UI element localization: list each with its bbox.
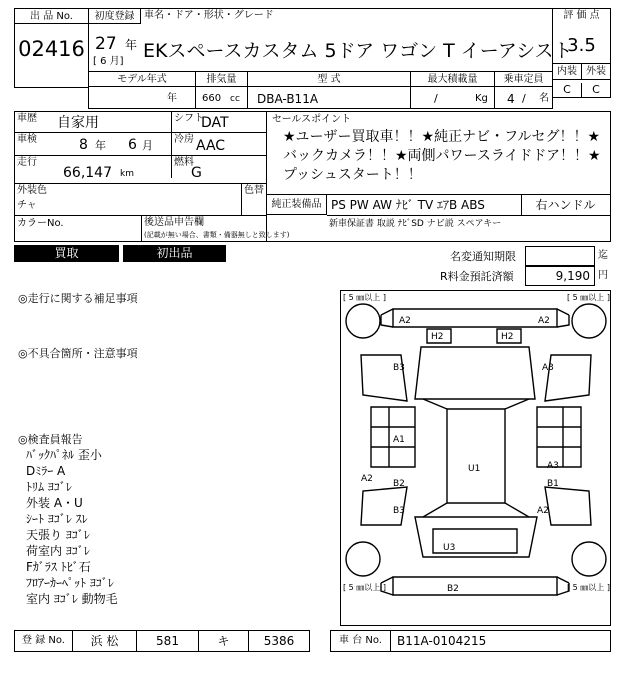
first-reg-label: 初度登録 xyxy=(89,9,141,24)
exterior-label: 外装 xyxy=(582,64,610,80)
chassis-value: B11A-0104215 xyxy=(397,634,487,648)
mark-door-rear-right: A3 xyxy=(547,461,559,471)
max-load-label: 最大積載量 xyxy=(411,72,495,87)
details-grid xyxy=(14,111,290,242)
sales-point-box xyxy=(266,111,611,195)
first-reg-month: [ 6 月] xyxy=(93,56,124,67)
sales-point-text: ★ユーザー買取車！！★純正ナビ・フルセグ！！★バックカメラ！！★両側パワースライドドア！！★プッシュスタート！！ xyxy=(283,129,601,183)
notice-label: 名変通知期限 xyxy=(450,250,516,263)
first-reg-year-unit: 年 xyxy=(125,38,138,52)
recycle-fee-unit: 円 xyxy=(598,270,608,281)
mark-front-fender-right: A3 xyxy=(542,363,554,373)
mark-rear-bumper: B2 xyxy=(447,584,459,594)
inspection-month: 6 xyxy=(128,137,137,153)
displacement-label: 排気量 xyxy=(196,72,248,87)
mileage-unit: km xyxy=(120,169,134,179)
chassis-box xyxy=(330,630,611,652)
capacity-value: 4 xyxy=(507,92,515,106)
interior-grade: C xyxy=(553,83,582,97)
tyre-labels xyxy=(343,292,610,592)
inspector-label: ◎検査員報告 xyxy=(18,433,83,446)
type-value: DBA-B11A xyxy=(257,92,319,106)
history-value: 自家用 xyxy=(57,115,99,131)
tyre-label-fr: [ 5 ㎜以上 ] xyxy=(567,293,610,302)
ac-label: 冷房 xyxy=(174,134,194,145)
notice-unit: 迄 xyxy=(598,250,608,261)
equipment-value: PS PW AW ﾅﾋﾞ TV ｴｱB ABS xyxy=(331,198,485,212)
interior-label: 内装 xyxy=(553,64,582,80)
inspection-year: 8 xyxy=(79,137,88,153)
mark-side-left: A2 xyxy=(361,474,373,484)
model-year-unit: 年 xyxy=(167,93,177,104)
shift-label: シフト xyxy=(174,113,204,124)
car-diagram xyxy=(340,290,611,626)
report-line: 外装 A・U xyxy=(26,496,83,510)
equipment-label: 純正装備品 xyxy=(267,195,327,215)
inspection-month-unit: 月 xyxy=(142,139,153,152)
score-value: 3.5 xyxy=(567,35,596,56)
displacement-value: 660 xyxy=(202,93,222,104)
score-box xyxy=(552,8,611,64)
registration-place: 浜 松 xyxy=(73,631,137,651)
mark-roof: U1 xyxy=(468,464,481,474)
registration-class: 581 xyxy=(137,631,199,651)
registration-box xyxy=(14,630,310,652)
max-load-unit: Kg xyxy=(475,93,488,104)
history-label: 車歴 xyxy=(17,113,37,124)
car-name-label: 車名・ドア・形状・グレード xyxy=(144,10,274,21)
color-change-label: 色替 xyxy=(244,185,264,196)
inspection-year-unit: 年 xyxy=(95,139,106,152)
score-label: 評 価 点 xyxy=(563,10,600,21)
warranty-text: 新車保証書 取説 ﾅﾋﾞSD ナビ説 スペアキー xyxy=(329,219,502,229)
first-listing-button[interactable]: 初出品 xyxy=(123,245,226,262)
report-line: ﾄﾘﾑ ﾖｺﾞﾚ xyxy=(26,480,72,494)
inspector-report xyxy=(26,446,118,606)
tyre-label-fl: [ 5 ㎜以上 ] xyxy=(343,293,386,302)
mark-door-rear-left: B2 xyxy=(393,479,405,489)
report-line: 荷室内 ﾖｺﾞﾚ xyxy=(26,544,90,558)
max-load-value: / xyxy=(434,92,438,105)
recycle-fee-value: 9,190 xyxy=(525,266,595,286)
equipment-box xyxy=(266,194,611,242)
registration-label: 登 録 No. xyxy=(15,631,73,651)
mileage-value: 66,147 xyxy=(63,165,112,181)
defect-label: ◎不具合箇所・注意事項 xyxy=(18,347,138,360)
ext-color-label: 外装色 xyxy=(17,185,47,196)
color-no-label: カラーNo. xyxy=(17,218,64,229)
exterior-grade: C xyxy=(592,83,600,96)
mark-side-right: B1 xyxy=(547,479,559,489)
model-year-label: モデル年式 xyxy=(89,72,196,87)
ext-color-value: チャ xyxy=(17,200,37,211)
type-label: 型 式 xyxy=(248,72,411,87)
mileage-label: 走行 xyxy=(17,157,37,168)
report-line: ﾌﾛｱｰｶｰﾍﾟｯﾄ ﾖｺﾞﾚ xyxy=(26,576,114,590)
ac-value: AAC xyxy=(196,138,226,154)
notice-value xyxy=(525,246,595,266)
report-line: 室内 ﾖｺﾞﾚ 動物毛 xyxy=(26,592,118,606)
mark-headlight-right: H2 xyxy=(501,332,514,342)
capacity-label: 乗車定員 xyxy=(495,72,552,87)
capacity-unit: 名 xyxy=(539,93,549,104)
first-reg-year: 27 xyxy=(95,34,117,54)
report-line: 天張り ﾖｺﾞﾚ xyxy=(26,528,90,542)
mark-front-bumper-left: A2 xyxy=(399,316,411,326)
lot-no: 02416 xyxy=(18,37,85,61)
mark-front-fender-left: B3 xyxy=(393,363,405,373)
inspection-label: 車検 xyxy=(17,134,37,145)
lot-no-label: 出 品 No. xyxy=(15,9,88,24)
spec-row xyxy=(88,71,553,109)
shift-value: DAT xyxy=(201,115,229,131)
chassis-label: 車 台 No. xyxy=(331,631,391,651)
car-name: EKスペースカスタム 5ドア ワゴン T イーアシスト xyxy=(143,40,573,62)
report-line: ﾊﾞｯｸﾊﾟﾈﾙ 歪小 xyxy=(26,448,102,462)
lot-no-box xyxy=(14,8,89,88)
mark-rear-fender-right: A2 xyxy=(537,506,549,516)
displacement-unit: cc xyxy=(230,94,240,104)
mark-front-bumper-right: A2 xyxy=(538,316,550,326)
interior-exterior-box xyxy=(552,63,611,98)
supplement-label: ◎走行に関する補足事項 xyxy=(18,292,138,305)
car-diagram-svg xyxy=(341,291,610,625)
mark-door-front-left: A1 xyxy=(393,435,405,445)
report-line: ｼｰﾄ ﾖｺﾞﾚ ｽﾚ xyxy=(26,512,88,526)
documents-note: (記載が無い場合、書類・備器無しと致します) xyxy=(144,231,290,239)
registration-kana: キ xyxy=(199,631,249,651)
fuel-label: 燃料 xyxy=(174,157,194,168)
buy-button[interactable]: 買取 xyxy=(14,245,119,262)
recycle-fee-label: R料金預託済額 xyxy=(440,270,514,283)
fuel-value: G xyxy=(191,165,202,181)
tyre-label-rr: [ 5 ㎜以上 ] xyxy=(567,583,610,592)
handle-value: 右ハンドル xyxy=(535,198,596,212)
capacity-sep: / xyxy=(522,92,526,105)
mark-trunk: U3 xyxy=(443,543,456,553)
registration-number: 5386 xyxy=(263,634,295,648)
tyre-label-rl: [ 5 ㎜以上 ] xyxy=(343,583,386,592)
report-line: Dﾐﾗｰ A xyxy=(26,464,66,478)
report-line: Fｶﾞﾗｽ ﾄﾋﾞ石 xyxy=(26,560,91,574)
sales-point-label: セールスポイント xyxy=(272,114,352,125)
documents-label: 後送品申告欄 xyxy=(144,217,204,228)
mark-rear-fender-left: B3 xyxy=(393,506,405,516)
car-name-box xyxy=(88,8,573,72)
mark-headlight-left: H2 xyxy=(431,332,444,342)
